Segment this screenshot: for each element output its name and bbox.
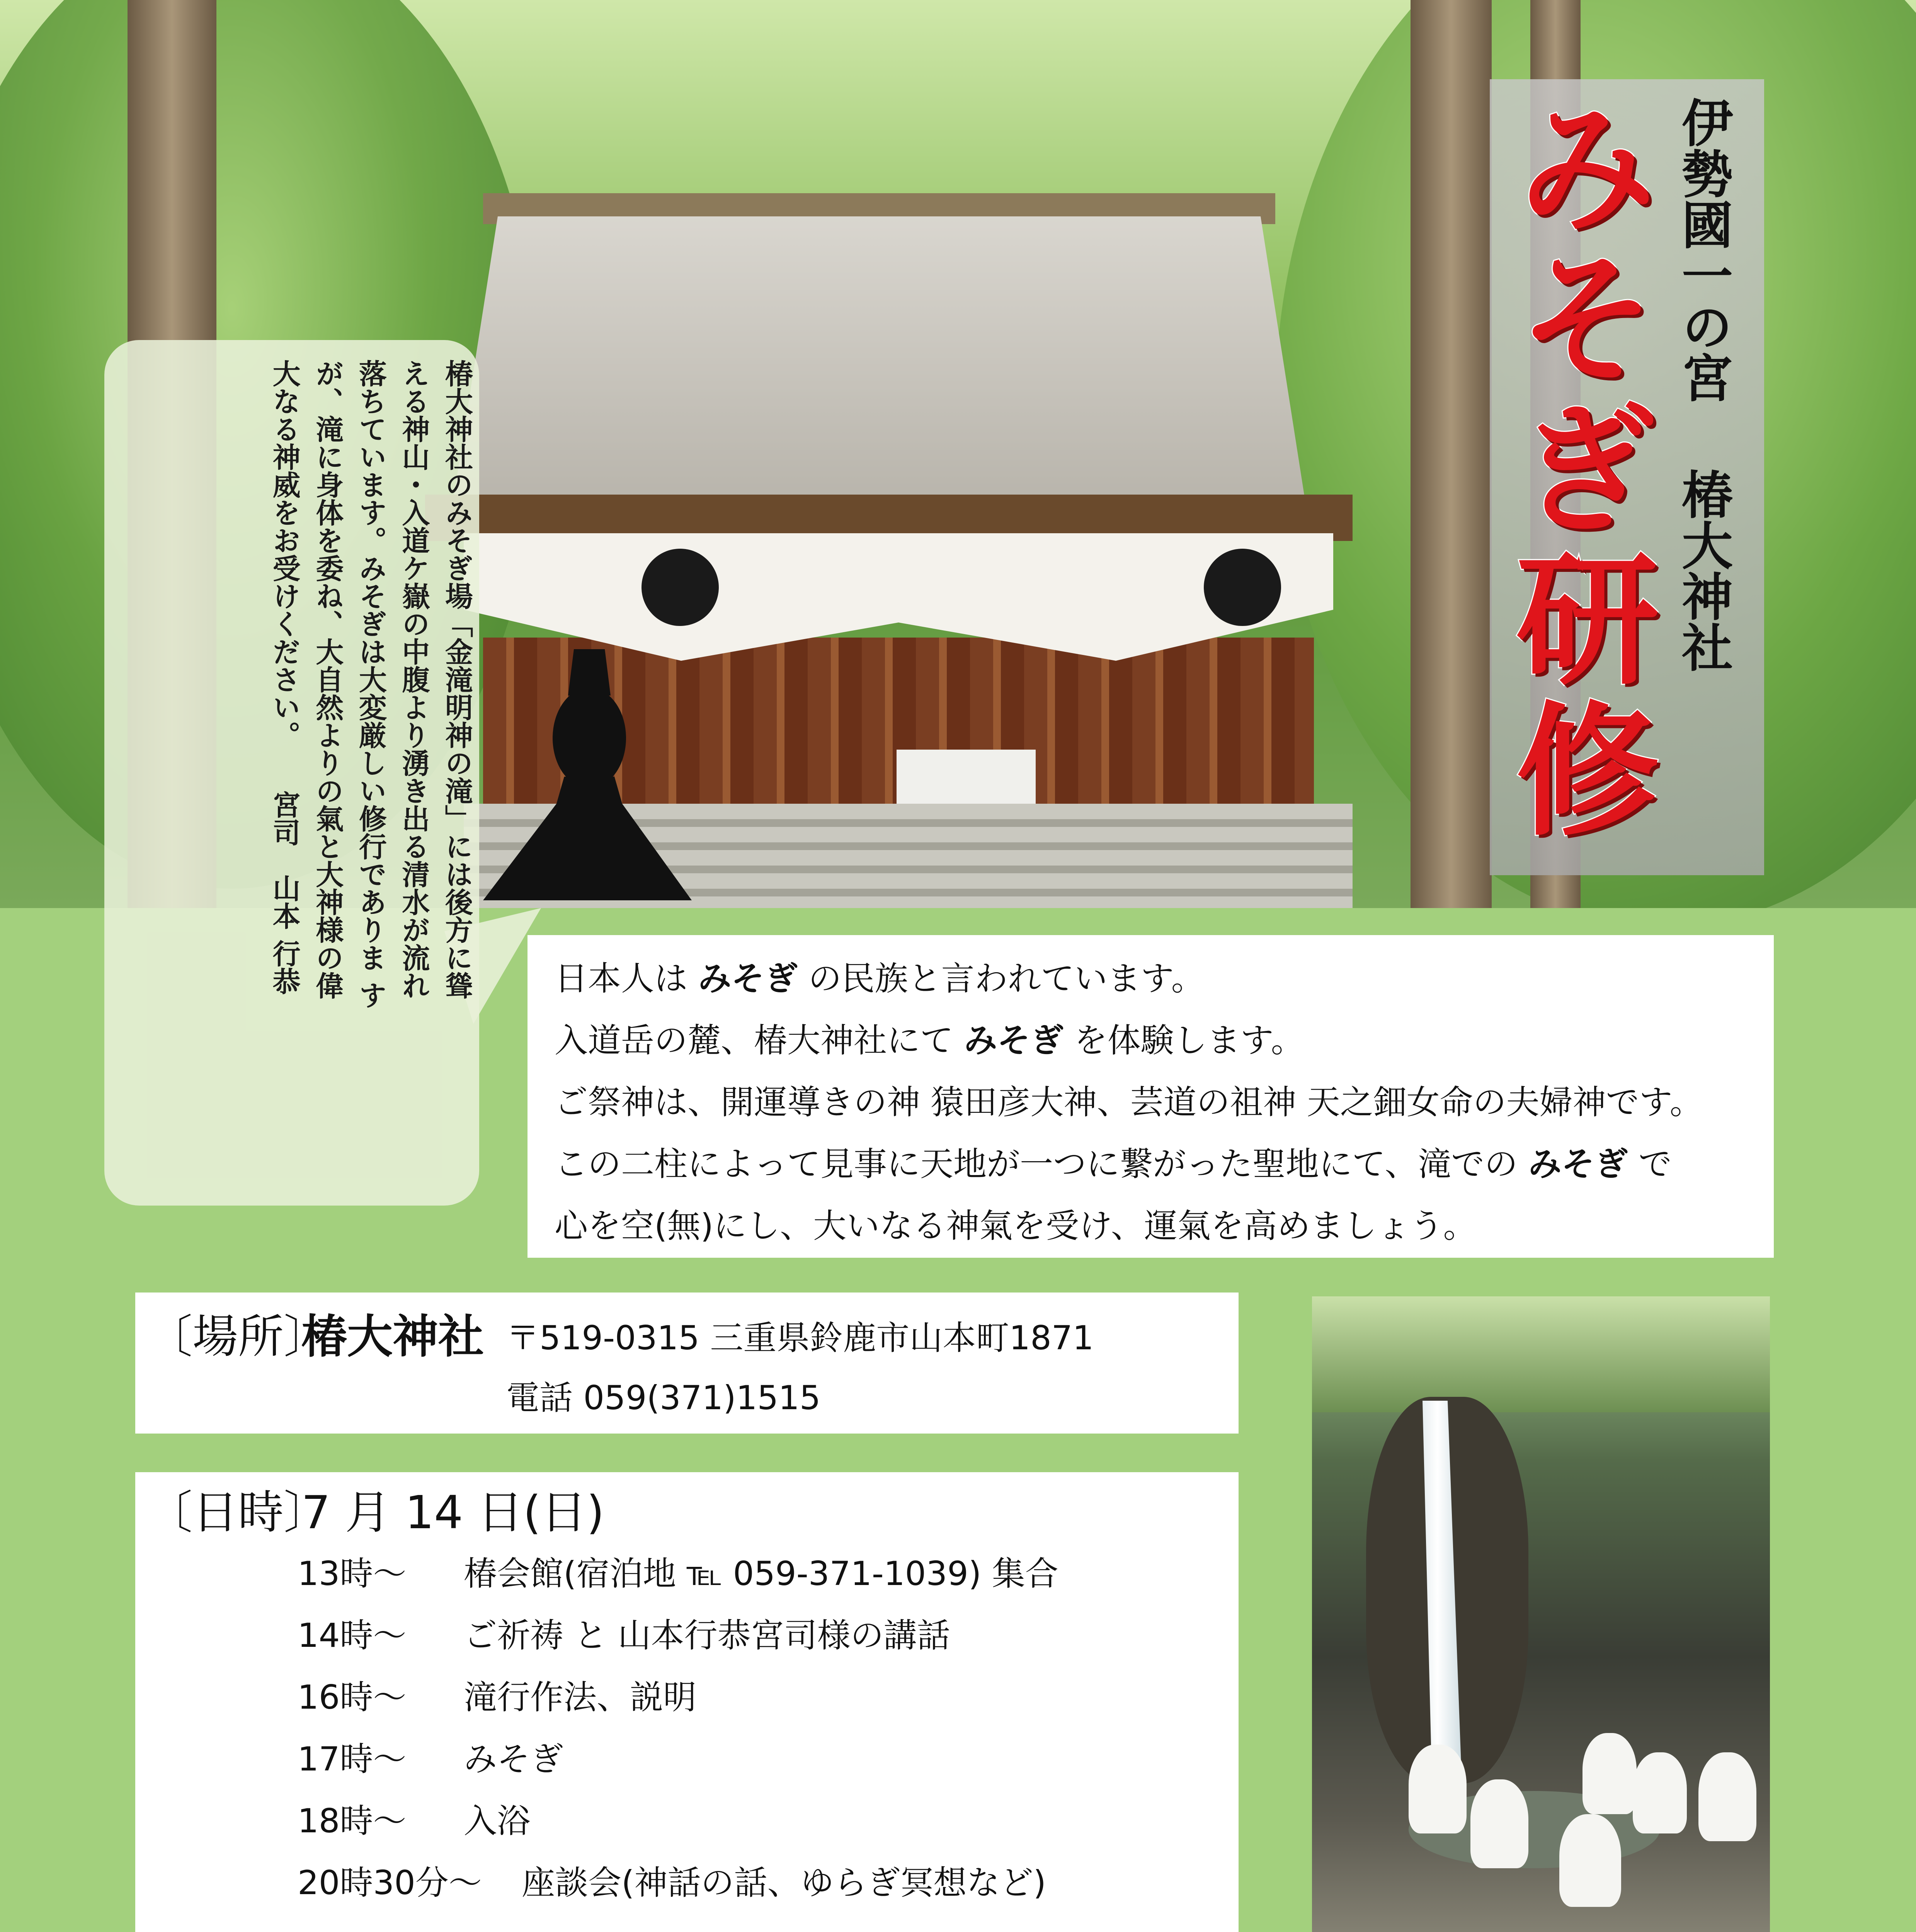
crest-icon bbox=[1204, 549, 1281, 626]
event: みそぎ bbox=[464, 1740, 563, 1779]
info-line: 心を空(無)にし、大いなる神氣を受け、運氣を高めましょう。 bbox=[555, 1207, 1477, 1245]
time: 16時～ bbox=[298, 1678, 407, 1717]
text: この二柱によって見事に天地が一つに繋がった聖地にて、滝での bbox=[555, 1145, 1528, 1184]
waterfall-photo bbox=[1312, 1296, 1770, 1932]
intro-column: 椿大神社のみそぎ場「金滝明神の滝」には後方に聳 bbox=[441, 359, 473, 999]
intro-info-box bbox=[527, 935, 1774, 1258]
place-box bbox=[135, 1293, 1239, 1434]
emphasis: みそぎ bbox=[1528, 1145, 1628, 1184]
time: 20時30分～ bbox=[298, 1864, 482, 1902]
main-title: みそぎ研修 bbox=[1492, 93, 1658, 846]
schedule-label: 〔日時〕 bbox=[147, 1486, 330, 1539]
person bbox=[1409, 1745, 1467, 1833]
foliage bbox=[1312, 1296, 1770, 1412]
place-address: 〒519-0315 三重県鈴鹿市山本町1871 bbox=[506, 1319, 1094, 1357]
time: 13時～ bbox=[298, 1554, 407, 1593]
person bbox=[1559, 1814, 1621, 1907]
event: 滝行作法、説明 bbox=[464, 1678, 696, 1717]
person bbox=[1633, 1752, 1687, 1833]
intro-column: 落ちています。みそぎは大変厳しい修行でありま す bbox=[354, 359, 387, 1009]
text: 日本人は bbox=[555, 959, 698, 998]
info-line bbox=[555, 959, 1205, 998]
person bbox=[1698, 1752, 1756, 1841]
text: 入道岳の麓、椿大神社にて bbox=[555, 1021, 964, 1060]
subtitle bbox=[1673, 97, 1733, 672]
info-line: ご祭神は、開運導きの神 猿田彦大神、芸道の祖神 天之鈿女命の夫婦神です。 bbox=[555, 1083, 1703, 1122]
event: 座談会(神話の話、ゆらぎ冥想など) bbox=[522, 1864, 1046, 1902]
subtitle-bottom: 椿大神社 bbox=[1673, 468, 1733, 672]
time: 17時～ bbox=[298, 1740, 407, 1779]
time: 14時～ bbox=[298, 1616, 407, 1655]
text: の民族と言われています。 bbox=[798, 959, 1205, 998]
intro-column: える神山・入道ケ嶽の中腹より湧き出る清水が流れ bbox=[397, 359, 431, 999]
shrine-roof bbox=[425, 216, 1333, 506]
intro-column: 大なる神威をお受けください。 宮司 山本 行恭 bbox=[268, 359, 301, 995]
person bbox=[1582, 1733, 1637, 1814]
intro-column: が、滝に身体を委ね、大自然よりの氣と大神様の偉 bbox=[311, 359, 344, 999]
place-name: 椿大神社 bbox=[301, 1310, 484, 1363]
tree-trunk bbox=[1411, 0, 1492, 908]
event: 椿会館(宿泊地 ℡ 059-371-1039) 集合 bbox=[464, 1554, 1058, 1593]
event: ご祈祷 と 山本行恭宮司様の講話 bbox=[464, 1616, 950, 1655]
event: 入浴 bbox=[464, 1802, 530, 1840]
subtitle-top: 伊勢國一の宮 bbox=[1673, 97, 1733, 403]
priest-silhouette-icon bbox=[475, 649, 699, 900]
info-line bbox=[555, 1145, 1672, 1184]
place-phone: 電話 059(371)1515 bbox=[506, 1379, 821, 1417]
person bbox=[1470, 1779, 1528, 1868]
day1-date: 7 月 14 日(日) bbox=[301, 1486, 604, 1539]
text: を体験します。 bbox=[1063, 1021, 1304, 1060]
info-line bbox=[555, 1021, 1304, 1060]
crest-icon bbox=[642, 549, 719, 626]
text: で bbox=[1628, 1145, 1672, 1184]
time: 18時～ bbox=[298, 1802, 407, 1840]
emphasis: みそぎ bbox=[698, 959, 798, 998]
place-label: 〔場所〕 bbox=[147, 1310, 330, 1363]
intro-text bbox=[263, 359, 478, 1209]
emphasis: みそぎ bbox=[964, 1021, 1064, 1060]
schedule-box bbox=[135, 1472, 1239, 1932]
